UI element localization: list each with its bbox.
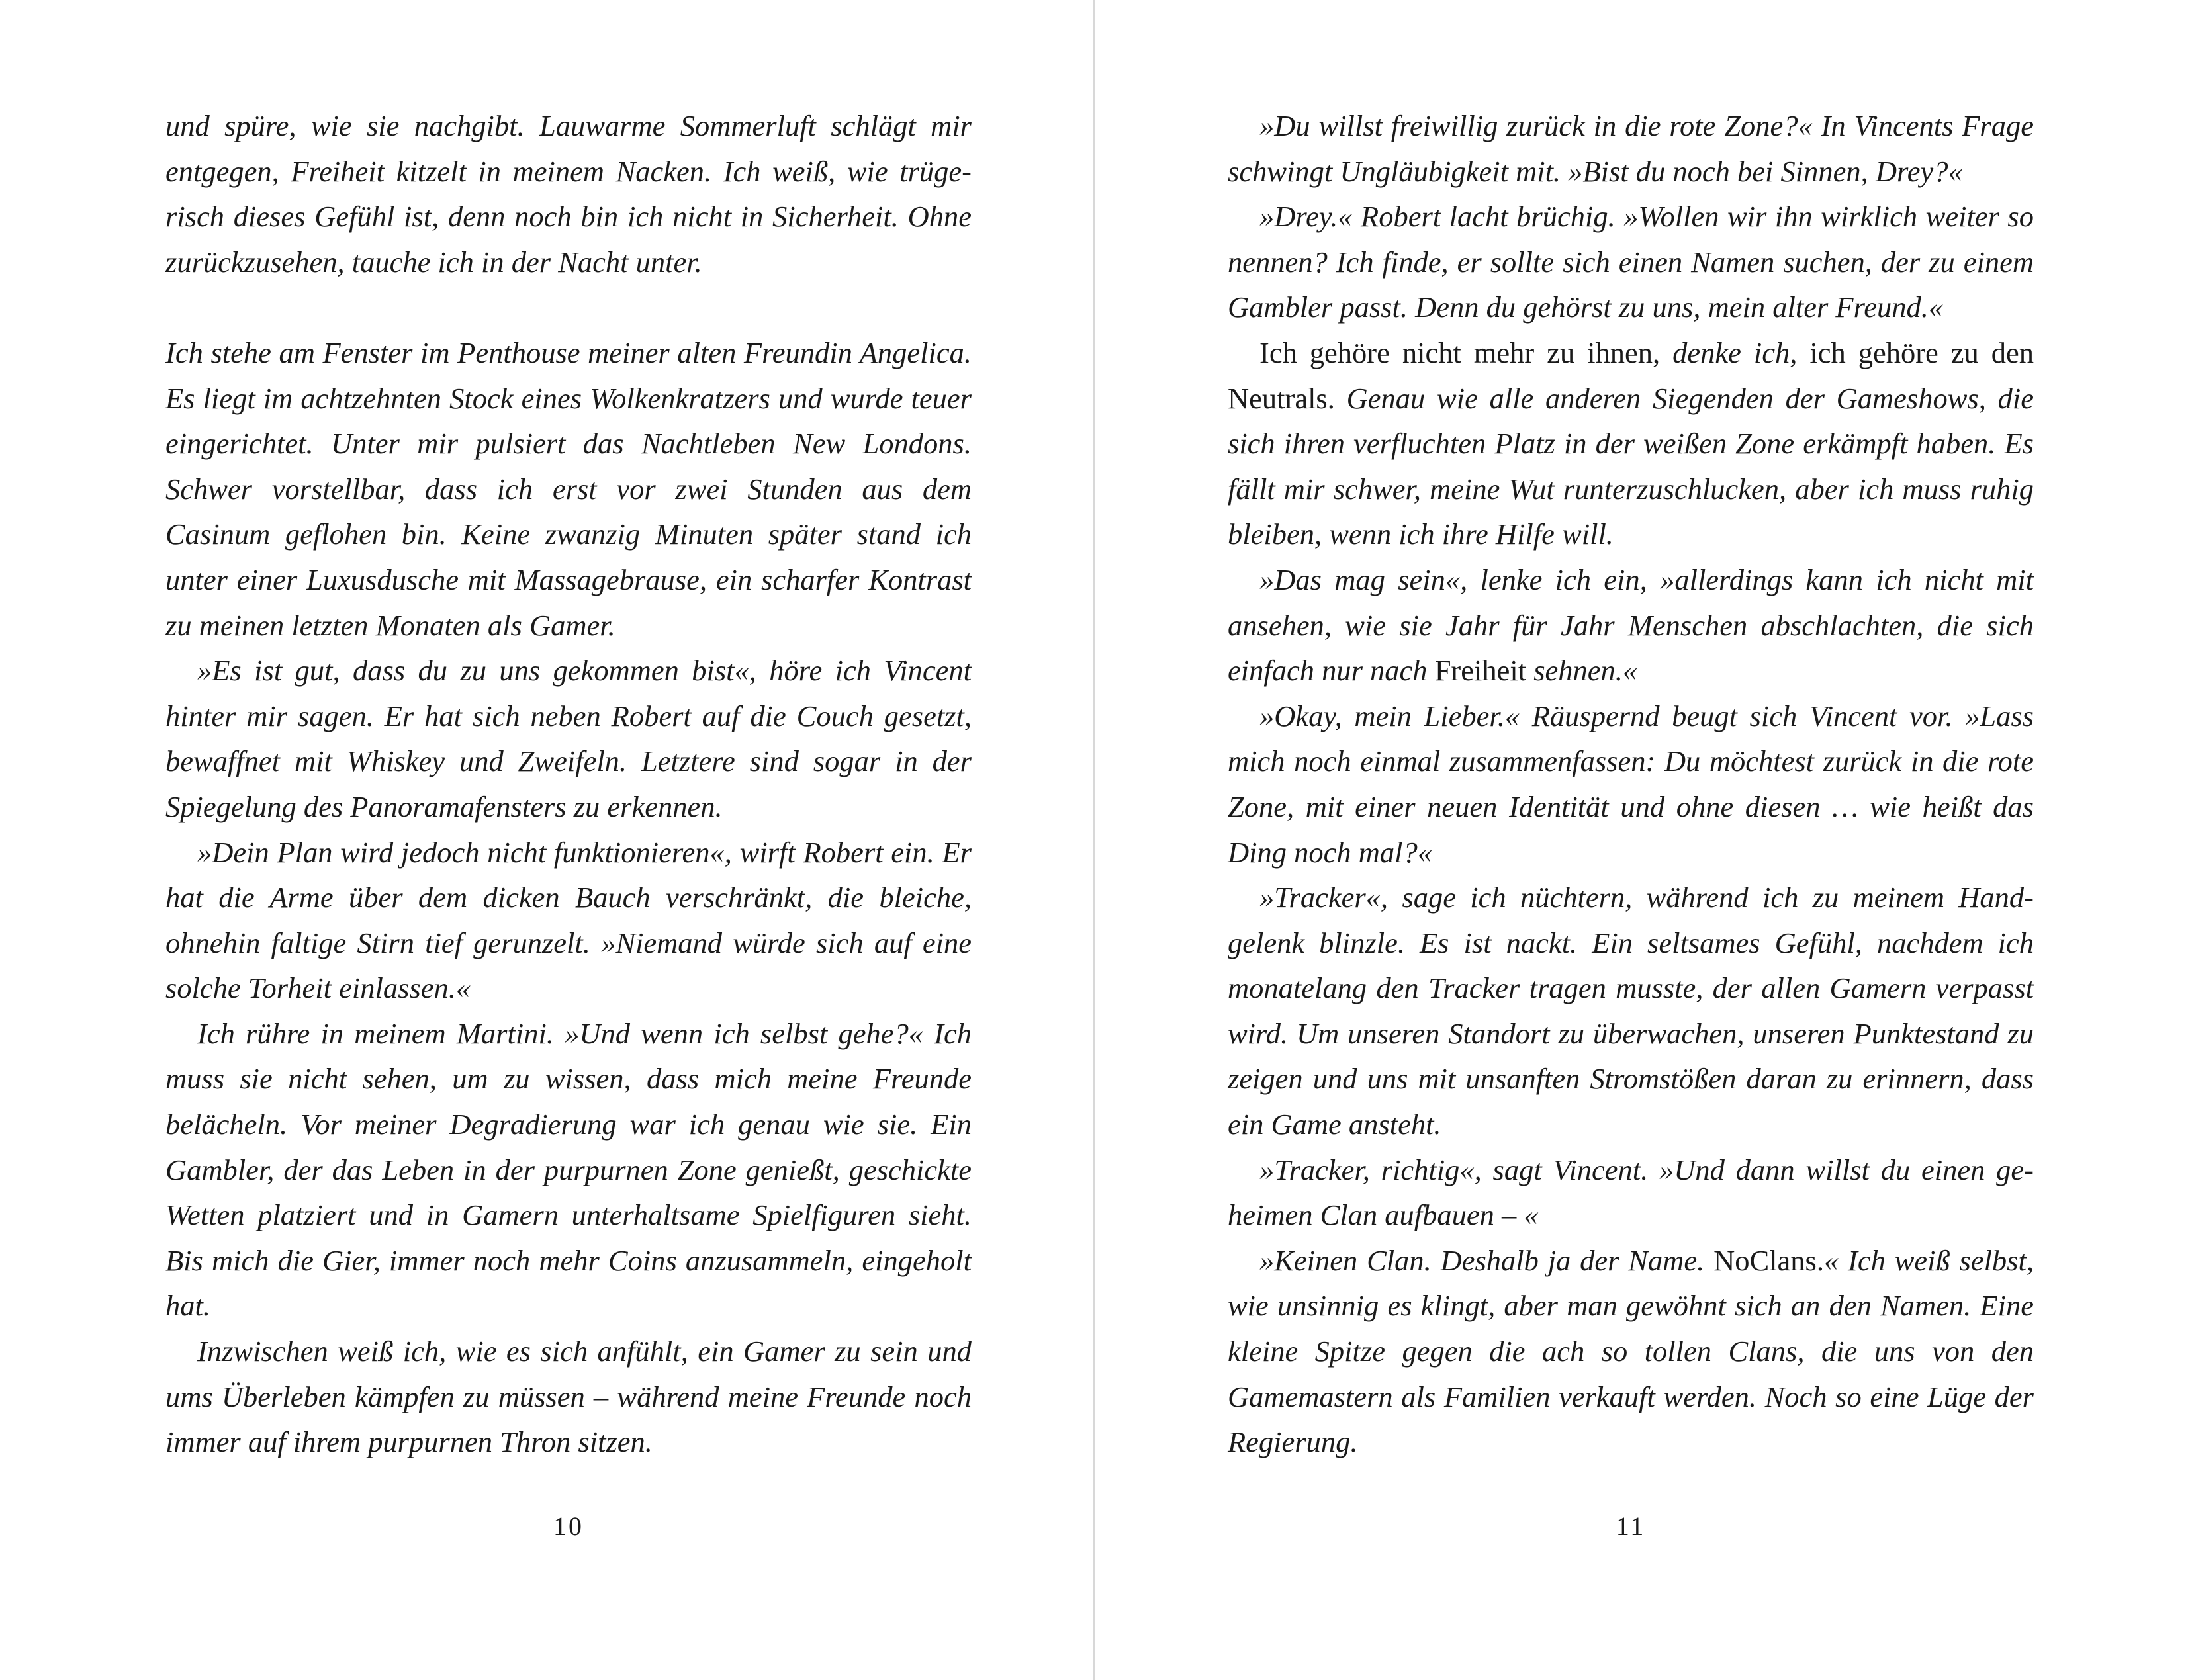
paragraph: Ich rühre in meinem Martini. »Und wenn ich selbst gehe?« Ich muss sie nicht sehen, um zu wissen, dass mich meine Freunde belächeln. Vor meiner Degradierung war ich genau wie sie. Ein Gambler, der das Leben in der purpurnen Zone genießt, geschickte Wetten platziert und in Gamern unterhaltsame Spielfiguren sieht. Bis mich die Gier, immer noch mehr Coins anzusammeln, eingeholt hat. — [165, 1016, 972, 1323]
left-page-text — [165, 103, 972, 1465]
right-page — [1095, 0, 2188, 1680]
right-page-text — [1228, 103, 2034, 1465]
page-number-right: 11 — [1616, 1511, 1646, 1541]
emphasis-text: NoClans. — [1713, 1243, 1824, 1277]
paragraph: »Tracker«, sage ich nüchtern, während ich zu meinem Handgelenk blinzle. Es ist nackt. Ein seltsames Gefühl, nachdem ich monatelang den Tracker tragen musste, der allen Gamern verpasst wird. Um unseren Standort zu überwachen, unseren Punktestand zu zeigen und uns mit unsanften Stromstößen daran zu erinnern, dass ein Game ansteht. — [1228, 881, 2034, 1141]
paragraph: »Du willst freiwillig zurück in die rote Zone?« In Vincents Frage schwingt Ungläubigkeit mit. »Bist du noch bei Sinnen, Drey?« — [1228, 109, 2034, 188]
inner-thought-text: Ich gehöre nicht mehr zu ihnen, — [1259, 335, 1661, 369]
dialogue-text: sehnen.« — [1526, 654, 1638, 687]
paragraph: »Drey.« Robert lacht brüchig. »Wollen wir ihn wirklich weiter so nennen? Ich finde, er sollte sich einen Namen suchen, der zu einem Gambler passt. Denn du gehörst zu uns, mein alter Freund.« — [1228, 200, 2034, 324]
paragraph: und spüre, wie sie nachgibt. Lauwarme Sommerluft schlägt mir entgegen, Freiheit kitzelt in meinem Nacken. Ich weiß, wie trügerisch dieses Gefühl ist, denn noch bin ich nicht in Sicherheit. Ohne zurückzusehen, tauche ich in der Nacht unter. — [165, 109, 972, 279]
paragraph: Ich stehe am Fenster im Penthouse meiner alten Freundin Angelica. Es liegt im achtzehnten Stock eines Wolkenkratzers und wurde teuer eingerichtet. Unter mir pulsiert das Nachtleben New Londons. Schwer vorstellbar, dass ich erst vor zwei Stunden aus dem Casinum geflohen bin. Keine zwanzig Minuten später stand ich unter einer Luxusdusche mit Massagebrause, ein scharfer Kontrast zu meinen letzten Monaten als Gamer. — [165, 335, 972, 642]
paragraph: »Tracker, richtig«, sagt Vincent. »Und dann willst du einen geheimen Clan aufbauen – « — [1228, 1153, 2034, 1232]
paragraph: »Es ist gut, dass du zu uns gekommen bist«, höre ich Vincent hinter mir sagen. Er hat sich neben Robert auf die Couch gesetzt, bewaffnet mit Whiskey und Zweifeln. Letztere sind sogar in der Spiegelung des Panoramafensters zu erkennen. — [165, 654, 972, 823]
paragraph — [1228, 1238, 2034, 1465]
paragraph — [1228, 330, 2034, 557]
inner-thought-text: ich gehöre zu den Neutrals. — [1228, 335, 2034, 415]
dialogue-text: »Keinen Clan. Deshalb ja der Name. — [1259, 1243, 1714, 1277]
dialogue-text: »Das mag sein«, lenke ich ein, »allerdings kann ich nicht mit ansehen, wie sie Jahr für Jahr Menschen abschlachten, die sich einfach nur nach — [1228, 562, 2034, 687]
paragraph: »Dein Plan wird jedoch nicht funktionieren«, wirft Robert ein. Er hat die Arme über dem dicken Bauch verschränkt, die bleiche, ohnehin faltige Stirn tief gerunzelt. »Niemand würde sich auf eine solche Torheit einlassen.« — [165, 835, 972, 1005]
emphasis-text: Freiheit — [1434, 654, 1527, 687]
narration-text: Genau wie alle anderen Siegenden der Gameshows, die sich ihren verfluchten Platz in der weißen Zone erkämpft haben. Es fällt mir schwer, meine Wut runterzuschlucken, aber ich muss ruhig bleiben, wenn ich ihre Hilfe will. — [1228, 381, 2034, 551]
narration-text: « Ich weiß selbst, wie unsinnig es klingt, aber man gewöhnt sich an den Namen. Eine kleine Spitze gegen die ach so tollen Clans, die uns von den Gamemastern als Familien verkauft werden. Noch so eine Lüge der Regierung. — [1228, 1243, 2034, 1459]
paragraph — [1228, 557, 2034, 693]
paragraph: Inzwischen weiß ich, wie es sich anfühlt, ein Gamer zu sein und ums Überleben kämpfen zu müssen – während meine Freunde noch immer auf ihrem purpurnen Thron sitzen. — [165, 1335, 972, 1459]
paragraph: »Okay, mein Lieber.« Räuspernd beugt sich Vincent vor. »Lass mich noch einmal zusammenfassen: Du möchtest zurück in die rote Zone, mit einer neuen Identität und ohne diesen … wie heißt das Ding noch mal?« — [1228, 699, 2034, 869]
page-number-left: 10 — [553, 1511, 584, 1541]
narration-text: denke ich, — [1660, 335, 1810, 369]
